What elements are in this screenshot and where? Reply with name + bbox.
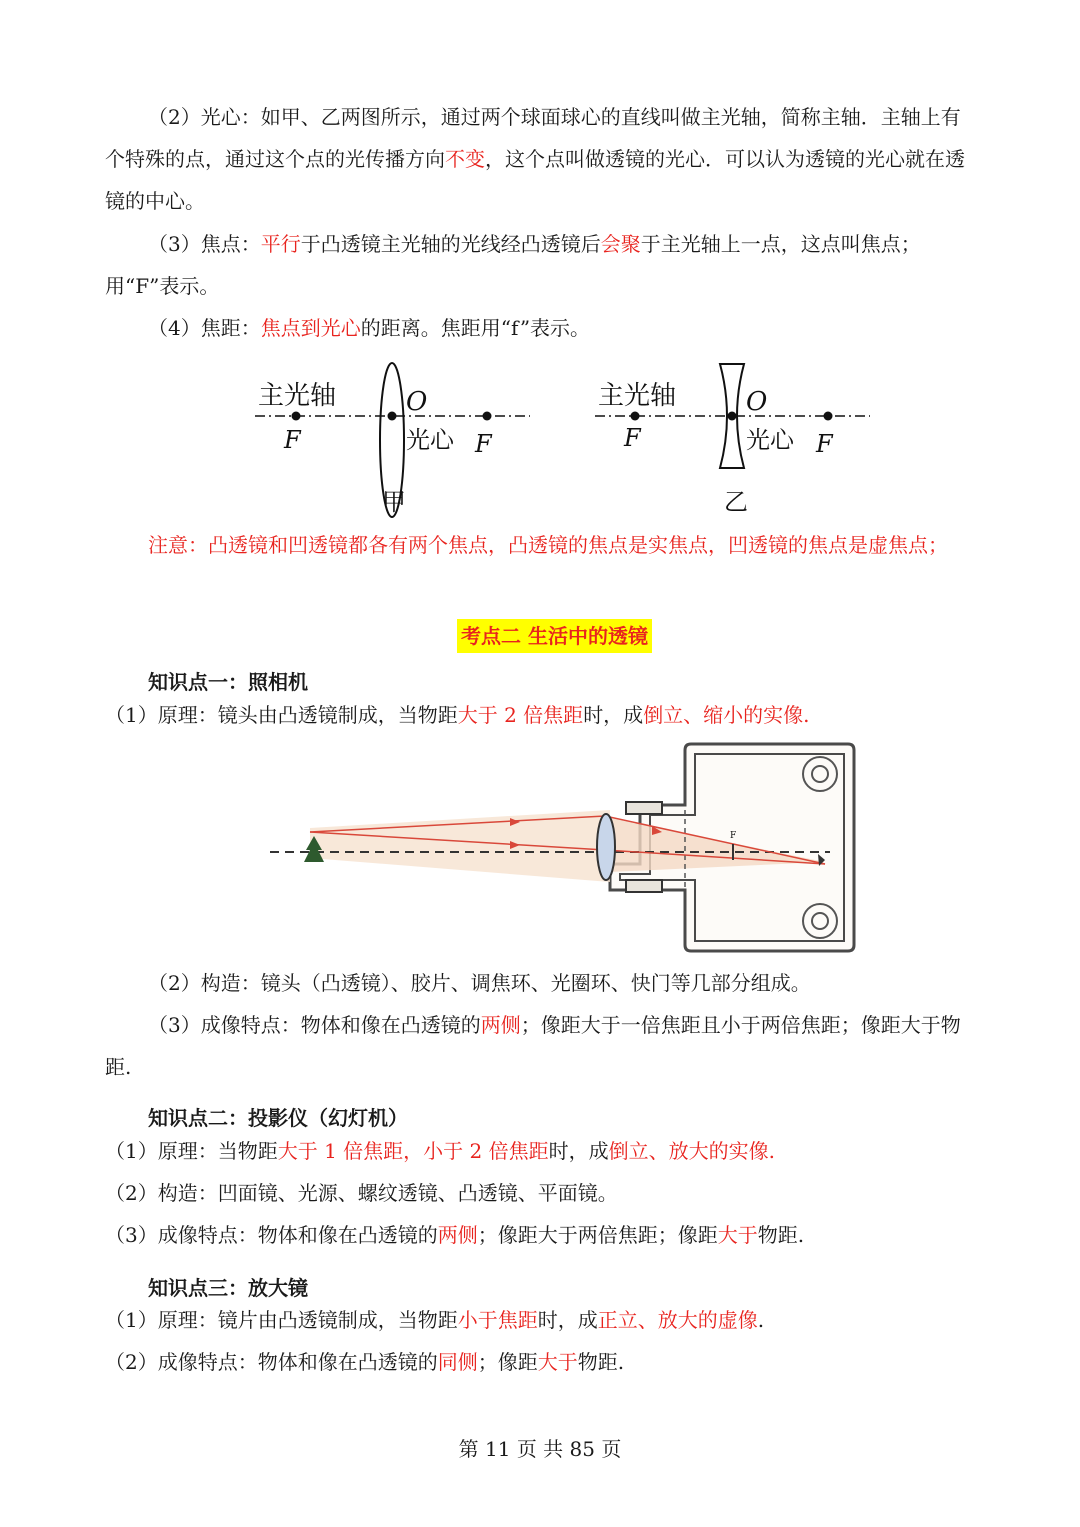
f-label-right: F — [475, 430, 492, 458]
focal-point-left — [292, 412, 301, 421]
optical-center-label: 光心 — [406, 426, 454, 454]
paragraph-focal-point: （3）焦点：平行于凸透镜主光轴的光线经凸透镜后会聚于主光轴上一点，这点叫焦点；用“F”表示。 — [105, 232, 921, 298]
camera-principle: （1）原理：镜头由凸透镜制成，当物距大于 2 倍焦距时，成倒立、缩小的实像. — [105, 703, 810, 727]
focal-point-left — [631, 412, 640, 421]
caption-yi: 乙 — [724, 488, 748, 516]
optical-center-point — [388, 412, 397, 421]
camera-f-label: F — [730, 831, 737, 841]
camera-lens — [597, 814, 615, 880]
camera-structure: （2）构造：镜头（凸透镜）、胶片、调焦环、光圈环、快门等几部分组成。 — [148, 971, 811, 995]
main-axis-label: 主光轴 — [598, 381, 677, 411]
f-label-left: F — [624, 424, 641, 452]
camera-diagram — [270, 740, 870, 955]
o-label: O — [406, 387, 428, 417]
f-label-right: F — [816, 430, 833, 458]
caption-jia: 甲 — [382, 488, 406, 516]
magnifier-principle: （1）原理：镜片由凸透镜制成，当物距小于焦距时，成正立、放大的虚像. — [105, 1308, 765, 1332]
convex-lens-diagram — [255, 363, 530, 517]
o-label: O — [746, 387, 768, 417]
projector-principle: （1）原理：当物距大于 1 倍焦距，小于 2 倍焦距时，成倒立、放大的实像. — [105, 1139, 775, 1163]
paragraph-focal-length: （4）焦距：焦点到光心的距离。焦距用“f”表示。 — [148, 316, 591, 340]
camera-imaging: （3）成像特点：物体和像在凸透镜的两侧；像距大于一倍焦距且小于两倍焦距；像距大于物距. — [105, 1013, 961, 1079]
optical-center-label: 光心 — [746, 426, 794, 454]
projector-structure: （2）构造：凹面镜、光源、螺纹透镜、凸透镜、平面镜。 — [105, 1181, 618, 1205]
main-axis-label: 主光轴 — [258, 381, 337, 411]
light-cone — [310, 810, 610, 882]
paragraph-optical-center: （2）光心：如甲、乙两图所示，通过两个球面球心的直线叫做主光轴，简称主轴．主轴上有个特殊的点，通过这个点的光传播方向不变，这个点叫做透镜的光心．可以认为透镜的光心就在透镜的中心。 — [105, 105, 965, 213]
focal-point-right — [483, 412, 492, 421]
note-paragraph: 注意：凸透镜和凹透镜都各有两个焦点，凸透镜的焦点是实焦点，凹透镜的焦点是虚焦点； — [148, 533, 948, 557]
page-footer: 第 11 页 共 85 页 — [458, 1437, 622, 1461]
heading-magnifier: 知识点三：放大镜 — [148, 1276, 308, 1300]
magnifier-imaging: （2）成像特点：物体和像在凸透镜的同侧；像距大于物距. — [105, 1350, 625, 1374]
focal-point-right — [824, 412, 833, 421]
focus-ring-top — [626, 802, 662, 814]
focus-ring-bottom — [626, 880, 662, 892]
f-label-left: F — [284, 426, 301, 454]
concave-lens-diagram — [595, 364, 870, 516]
projector-imaging: （3）成像特点：物体和像在凸透镜的两侧；像距大于两倍焦距；像距大于物距. — [105, 1223, 805, 1247]
optical-center-point — [728, 412, 737, 421]
heading-camera: 知识点一：照相机 — [148, 670, 308, 694]
lens-diagrams — [240, 352, 880, 522]
heading-projector: 知识点二：投影仪（幻灯机） — [148, 1106, 408, 1130]
section-title: 考点二 生活中的透镜 — [457, 619, 652, 653]
